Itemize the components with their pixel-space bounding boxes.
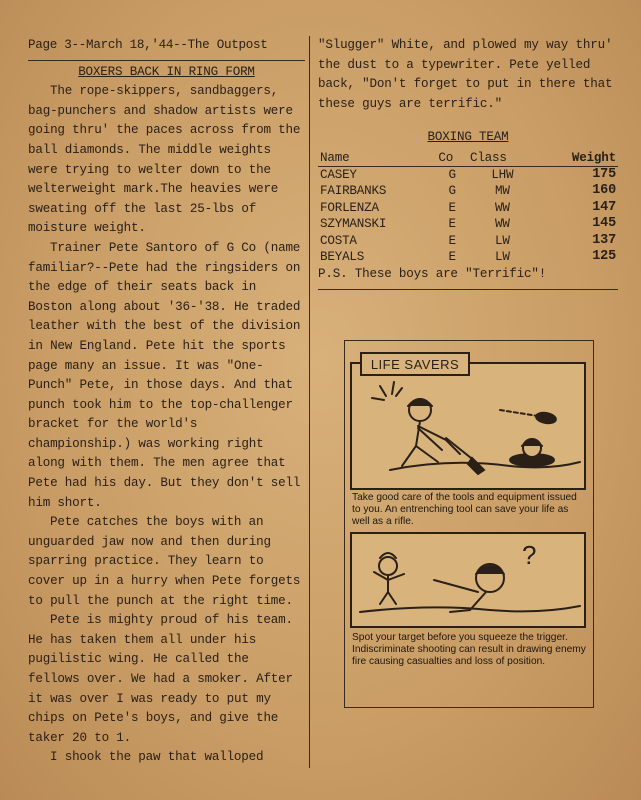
boxer-class: LW bbox=[495, 233, 510, 248]
article-headline: BOXERS BACK IN RING FORM bbox=[28, 60, 305, 83]
table-row bbox=[318, 216, 618, 232]
column-header-name: Name bbox=[320, 150, 350, 165]
left-column bbox=[28, 36, 310, 768]
boxer-company: G bbox=[448, 184, 456, 199]
table-row bbox=[318, 166, 618, 183]
boxer-name: SZYMANSKI bbox=[320, 217, 387, 232]
cartoon-caption-1: Take good care of the tools and equipment issued to you. An entrenching tool can save your life as well as a rifle. bbox=[352, 492, 577, 528]
boxer-name: FORLENZA bbox=[320, 200, 379, 215]
article-paragraph-4: Pete is mighty proud of his team. He has taken them all under his pugilistic wing. He called the fellows over. We had a smoker. After it was over I was ready to put my chips on Pete's boys, and give the taker 20 to 1. bbox=[28, 613, 293, 745]
boxer-class: LHW bbox=[491, 167, 514, 182]
column-header-weight: Weight bbox=[571, 150, 616, 165]
boxer-company: G bbox=[448, 167, 456, 182]
bullet bbox=[535, 411, 556, 424]
boxer-weight: 125 bbox=[592, 249, 616, 264]
boxer-weight: 137 bbox=[592, 232, 616, 248]
soldier-aiming-illustration bbox=[350, 532, 586, 628]
column-header-co: Co bbox=[438, 150, 454, 165]
right-column bbox=[318, 36, 618, 290]
boxer-company: E bbox=[448, 250, 456, 264]
boxer-company: E bbox=[448, 200, 456, 215]
soldier-digging-illustration bbox=[350, 362, 586, 490]
table-row bbox=[318, 183, 618, 199]
cartoon-title: LIFE SAVERS bbox=[360, 352, 470, 376]
cartoon-caption-2: Spot your target before you squeeze the trigger. Indiscriminate shooting can result in drawing enemy fire causing casualties and loss of position. bbox=[352, 632, 586, 668]
boxing-team-title: BOXING TEAM bbox=[427, 130, 509, 145]
boxer-name: COSTA bbox=[320, 233, 357, 248]
column-header-class: Class bbox=[469, 150, 507, 165]
boxer-class: WW bbox=[495, 200, 510, 215]
boxer-weight: 145 bbox=[592, 216, 616, 232]
article-continuation: "Slugger" White, and plowed my way thru' the dust to a typewriter. Pete yelled back, "Don't forget to put in there that these guys are terrific." bbox=[318, 38, 613, 111]
soldier-leg-2 bbox=[416, 446, 438, 462]
postscript: P.S. These boys are "Terrific"! bbox=[318, 267, 547, 282]
question-mark-icon: ? bbox=[522, 540, 537, 570]
boxer-name: FAIRBANKS bbox=[320, 184, 387, 199]
boxing-team-table bbox=[318, 150, 618, 265]
boxer-company: E bbox=[448, 217, 456, 232]
boxer-company: E bbox=[448, 233, 456, 248]
soldier-arm-1 bbox=[418, 426, 460, 454]
boxer-weight: 175 bbox=[592, 166, 616, 182]
burst-lines bbox=[372, 382, 402, 400]
divider bbox=[318, 289, 618, 290]
shovel-blade bbox=[468, 458, 484, 474]
table-row bbox=[318, 249, 618, 265]
boxer-class: WW bbox=[495, 217, 510, 232]
article-paragraph-2: Trainer Pete Santoro of G Co (name familiar?--Pete had the ringsiders on the edge of their seats back in Boston along about '36-'38. He traded leather with the best of the division in New England. Pete hit the sports page many an issue. It was "One-Punch" Pete, in those days. And that punch took him to the top-challenger bracket for the world's championship.) was working right along with them. The men agree that Pete had his day. But they don't sell him short. bbox=[28, 240, 301, 510]
boxer-weight: 160 bbox=[592, 183, 616, 199]
article-paragraph-3: Pete catches the boys with an unguarded jaw now and then during sparring practice. They learn to cover up in a hurry when Pete forgets to pull the punch at the right time. bbox=[28, 515, 301, 608]
target-figure-body bbox=[374, 572, 404, 604]
table-row bbox=[318, 200, 618, 216]
boxer-weight: 147 bbox=[592, 199, 616, 215]
target-figure-head bbox=[379, 557, 397, 575]
soldier-helmet bbox=[408, 399, 432, 406]
page-header: Page 3--March 18,'44--The Outpost bbox=[28, 38, 268, 52]
boxer-class: LW bbox=[495, 250, 510, 264]
boxer-name: BEYALS bbox=[320, 250, 365, 264]
rifle bbox=[434, 580, 478, 592]
boxer-name: CASEY bbox=[320, 167, 357, 182]
table-row bbox=[318, 233, 618, 249]
table-header-row bbox=[318, 150, 618, 167]
article-paragraph-1: The rope-skippers, sandbaggers, bag-punchers and shadow artists were going thru' the paces across from the ball diamonds. The middle weights were trying to welter down to the welterweight mark.The heavies were sweating off the last 25-lbs of moisture weight. bbox=[28, 84, 301, 236]
bullet-trail bbox=[500, 410, 538, 416]
article-paragraph-5: I shook the paw that walloped bbox=[50, 750, 264, 765]
boxer-class: MW bbox=[495, 184, 510, 199]
